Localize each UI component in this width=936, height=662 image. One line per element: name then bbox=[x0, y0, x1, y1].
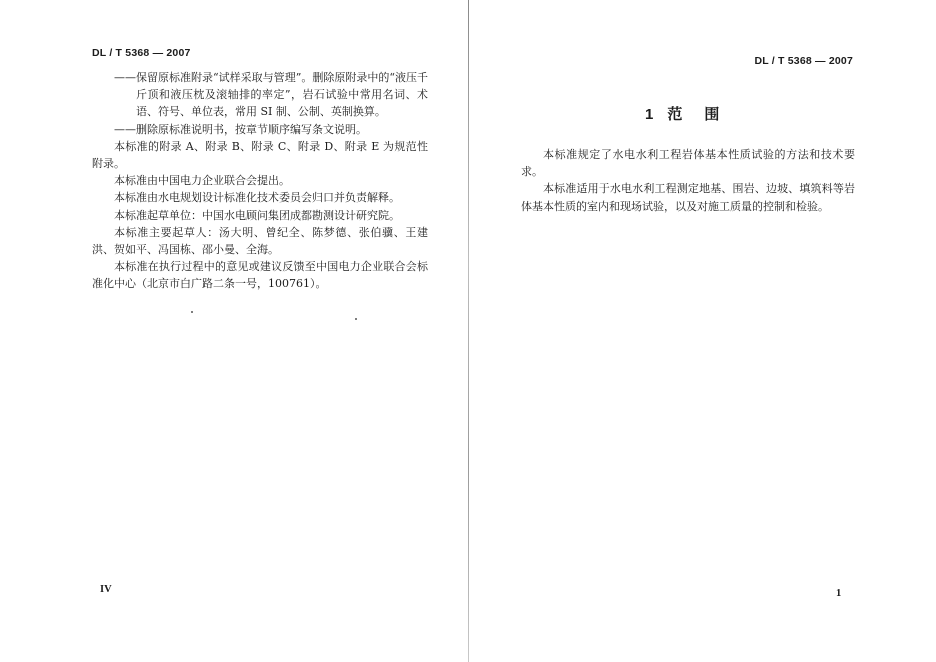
section-title-char: 围 bbox=[704, 106, 720, 123]
running-header: DL / T 5368 — 2007 bbox=[92, 47, 191, 59]
paragraph: 本标准由中国电力企业联合会提出。 bbox=[114, 174, 290, 188]
scan-speck bbox=[355, 318, 357, 320]
paragraph: 本标准的附录 A、附录 B、附录 C、附录 D、附录 E 为规范性附录。 bbox=[92, 139, 428, 171]
page-number: 1 bbox=[836, 588, 842, 599]
section-title-char: 范 bbox=[667, 106, 683, 123]
right-page bbox=[470, 0, 936, 662]
paragraph: 本标准由水电规划设计标准化技术委员会归口并负责解释。 bbox=[114, 191, 400, 205]
section-text bbox=[521, 146, 855, 215]
page-number: IV bbox=[100, 584, 112, 595]
bullet-paragraph: ——保留原标准附录“试样采取与管理”。删除原附录中的“液压千斤顶和液压枕及滚轴排的率定”，岩石试验中常用名词、术语、符号、单位表，常用 SI 制、公制、英制换算。 bbox=[114, 71, 428, 119]
section-number: 1 bbox=[645, 106, 654, 123]
paragraph: 本标准规定了水电水利工程岩体基本性质试验的方法和技术要求。 bbox=[521, 148, 855, 179]
paragraph: 本标准在执行过程中的意见或建议反馈至中国电力企业联合会标准化中心（北京市白广路二条一号，100761）。 bbox=[92, 260, 428, 291]
running-header: DL / T 5368 — 2007 bbox=[754, 55, 853, 67]
paragraph: 本标准适用于水电水利工程测定地基、围岩、边坡、填筑料等岩体基本性质的室内和现场试验，以及对施工质量的控制和检验。 bbox=[521, 182, 855, 213]
preface-text bbox=[92, 69, 428, 293]
book-spine-divider bbox=[468, 0, 469, 662]
paragraph: 本标准起草单位：中国水电顾问集团成都勘测设计研究院。 bbox=[114, 208, 400, 222]
section-heading bbox=[645, 103, 719, 124]
bullet-paragraph: ——删除原标准说明书，按章节顺序编写条文说明。 bbox=[114, 122, 367, 136]
scan-speck bbox=[191, 311, 193, 313]
paragraph: 本标准主要起草人：汤大明、曾纪全、陈梦德、张伯骥、王建洪、贺如平、冯国栋、邵小曼、全海。 bbox=[92, 225, 428, 257]
